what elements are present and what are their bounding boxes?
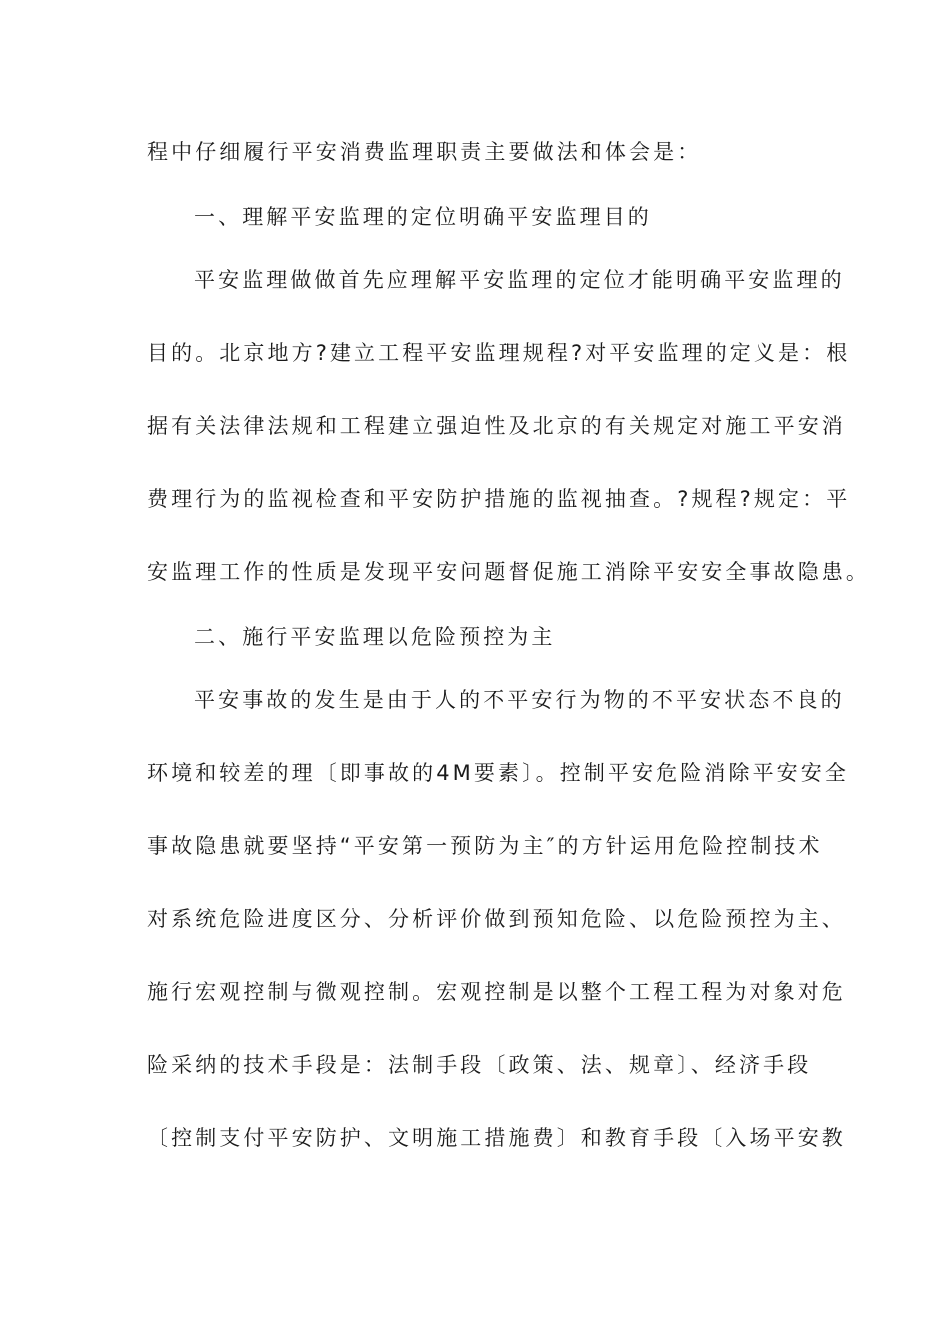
text-line: 据有关法律法规和工程建立强迫性及北京的有关规定对施工平安消 [147, 414, 846, 438]
text-line: 环境和较差的理〔即事故的4M要素〕。控制平安危险消除平安安全 [147, 761, 849, 785]
text-line: 事故隐患就要坚持“平安第一预防为主″的方针运用危险控制技术 [147, 834, 823, 858]
text-line: 安监理工作的性质是发现平安问题督促施工消除平安安全事故隐患。 [147, 560, 870, 584]
section-heading: 一、理解平安监理的定位明确平安监理目的 [194, 205, 652, 229]
text-line: 险采纳的技术手段是：法制手段〔政策、法、规章〕、经济手段 [147, 1053, 812, 1077]
text-line: 平安监理做做首先应理解平安监理的定位才能明确平安监理的 [194, 268, 845, 292]
text-line: 施行宏观控制与微观控制。宏观控制是以整个工程工程为对象对危 [147, 980, 846, 1004]
text-line: 费理行为的监视检查和平安防护措施的监视抽查。?规程?规定：平 [147, 487, 851, 511]
section-heading: 二、施行平安监理以危险预控为主 [194, 625, 556, 649]
text-line: 平安事故的发生是由于人的不平安行为物的不平安状态不良的 [194, 688, 845, 712]
text-line: 〔控制支付平安防护、文明施工措施费〕和教育手段〔入场平安教 [147, 1126, 846, 1150]
text-line: 目的。北京地方?建立工程平安监理规程?对平安监理的定义是：根 [147, 341, 851, 365]
text-line: 对系统危险进度区分、分析评价做到预知危险、以危险预控为主、 [147, 907, 846, 931]
text-line: 程中仔细履行平安消费监理职责主要做法和体会是： [147, 140, 702, 164]
